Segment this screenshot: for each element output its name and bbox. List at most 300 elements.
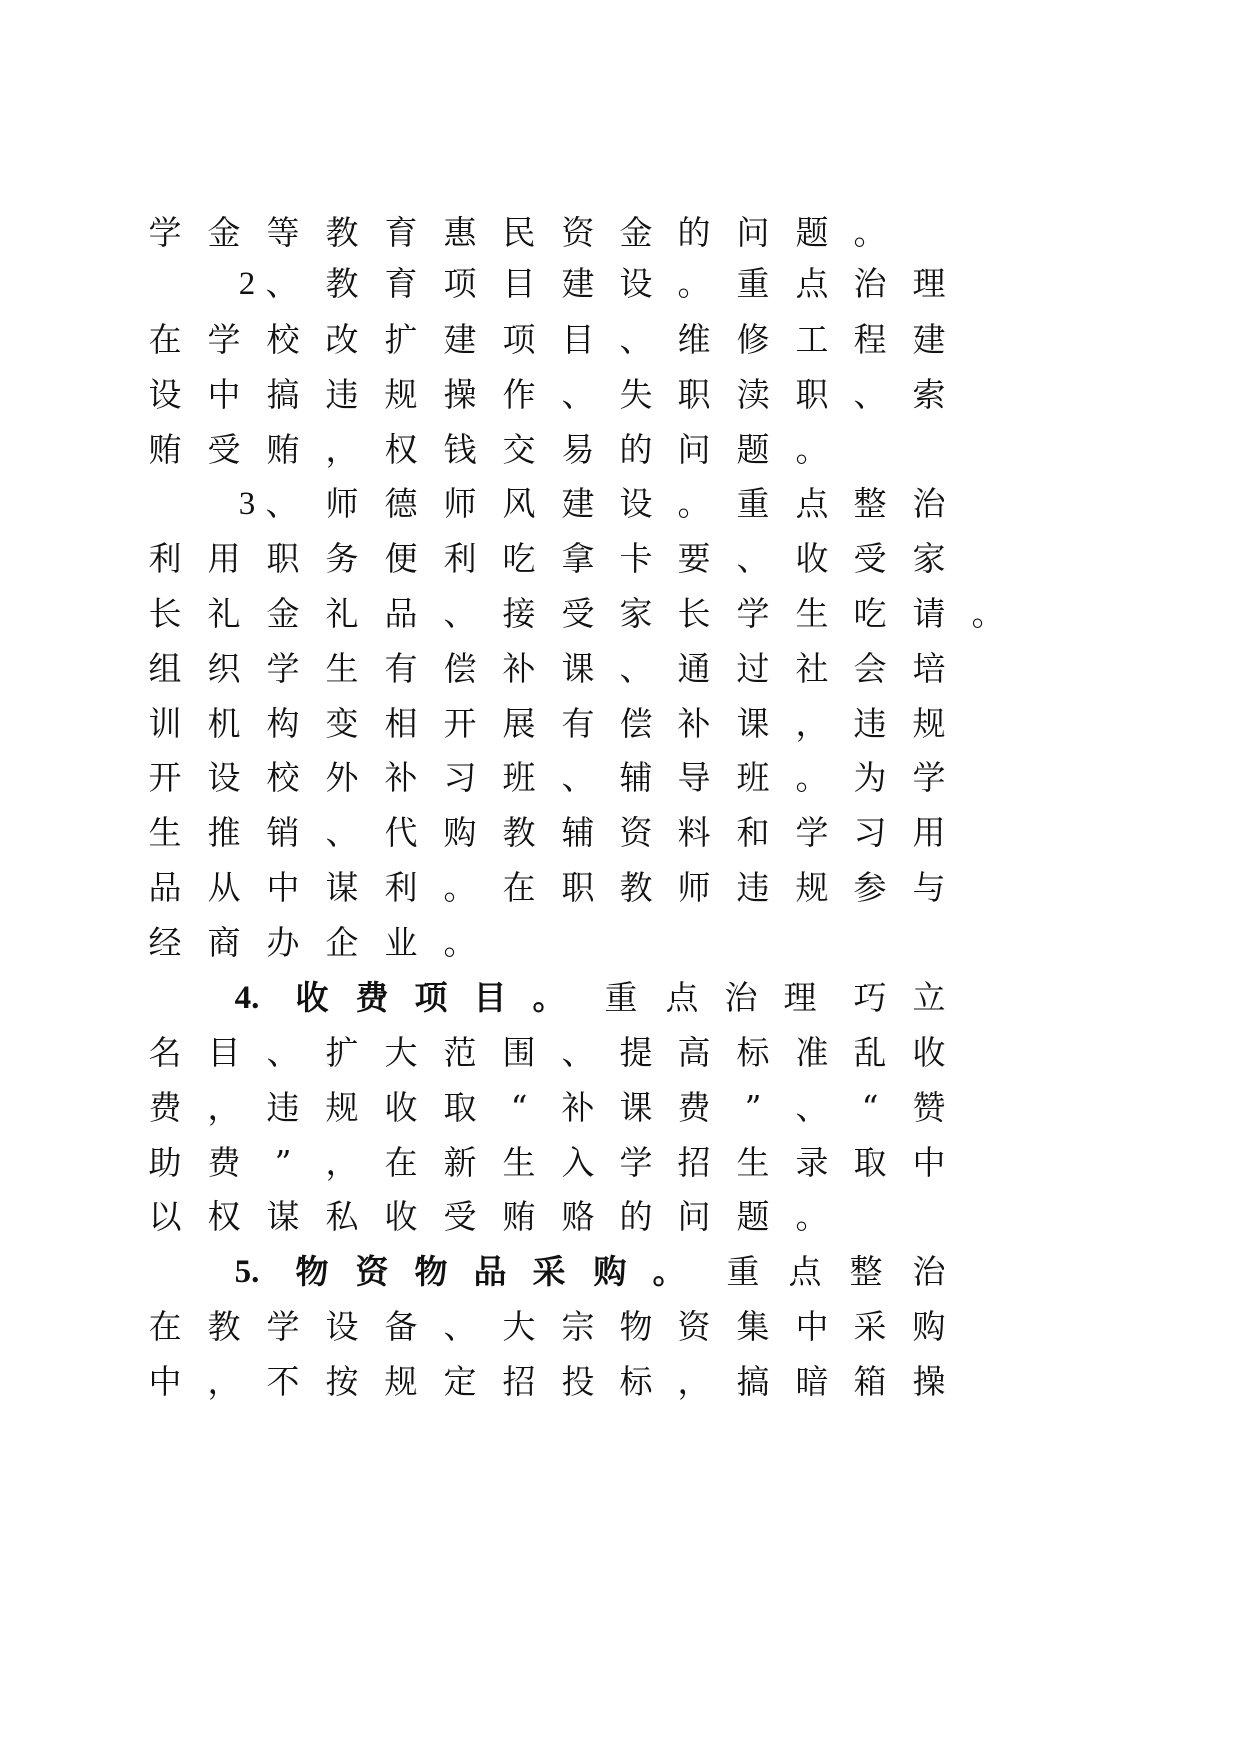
char: 点 [665, 978, 699, 1017]
text-line [0, 1307, 1240, 1347]
char: 权 [207, 1197, 241, 1236]
char: 在 [148, 320, 182, 359]
char: 搞 [266, 375, 300, 414]
char: 题 [795, 213, 829, 252]
char: 贿 [502, 1197, 536, 1236]
char: 规 [384, 375, 418, 414]
char: 长 [148, 594, 182, 633]
char: 重 [736, 264, 770, 303]
char: 、 [619, 649, 653, 688]
char: 。 [532, 978, 566, 1017]
char: 社 [795, 649, 829, 688]
char: 宗 [561, 1307, 595, 1346]
char: 赂 [561, 1197, 595, 1236]
char: 、 [853, 375, 887, 414]
char: 学 [912, 758, 946, 797]
text-line [0, 868, 1240, 908]
char: 机 [207, 704, 241, 743]
char: ” [744, 1088, 762, 1127]
char: 课 [619, 1088, 653, 1127]
char: 教 [502, 813, 536, 852]
char: 从 [207, 868, 241, 907]
char: 变 [325, 704, 359, 743]
char: 通 [677, 649, 711, 688]
char: 问 [677, 1197, 711, 1236]
char: 师 [325, 484, 359, 523]
char: 展 [502, 704, 536, 743]
char: 提 [619, 1033, 653, 1072]
char: 外 [325, 758, 359, 797]
char: 、 [443, 1307, 477, 1346]
char: ， [325, 430, 359, 469]
char: 理 [912, 264, 946, 303]
char: 收 [295, 978, 329, 1017]
char: 有 [561, 704, 595, 743]
char: 投 [561, 1362, 595, 1401]
char: 问 [677, 430, 711, 469]
char: 项 [502, 320, 536, 359]
char: 目 [473, 978, 507, 1017]
char: 费 [207, 1143, 241, 1182]
char: 规 [912, 704, 946, 743]
char: 吃 [502, 539, 536, 578]
char: 代 [384, 813, 418, 852]
char: 大 [384, 1033, 418, 1072]
char: 构 [266, 704, 300, 743]
char: 操 [912, 1362, 946, 1401]
char: 程 [853, 320, 887, 359]
char: 物 [619, 1307, 653, 1346]
char: 开 [443, 704, 477, 743]
char: 、 [325, 813, 359, 852]
char: 过 [736, 649, 770, 688]
text-line [0, 978, 1240, 1018]
char: 、 [795, 1088, 829, 1127]
char: 购 [443, 813, 477, 852]
char: 资 [619, 813, 653, 852]
char: 范 [443, 1033, 477, 1072]
char: 不 [266, 1362, 300, 1401]
char: 偿 [619, 704, 653, 743]
char: 学 [795, 813, 829, 852]
char: 中 [266, 868, 300, 907]
text-line [0, 1197, 1240, 1237]
char: 渎 [736, 375, 770, 414]
char: ， [677, 1362, 711, 1401]
text-line [0, 264, 1240, 304]
char: 学 [207, 320, 241, 359]
char: 。 [677, 484, 711, 523]
char: 、 [561, 375, 595, 414]
text-line [0, 430, 1240, 470]
char: 用 [207, 539, 241, 578]
char: 学 [736, 594, 770, 633]
char: 习 [443, 758, 477, 797]
char: 入 [561, 1143, 595, 1182]
char: 费 [148, 1088, 182, 1127]
char: 利 [443, 539, 477, 578]
char: 规 [325, 1088, 359, 1127]
char: 育 [384, 264, 418, 303]
char: 品 [148, 868, 182, 907]
char: 扩 [384, 320, 418, 359]
char: 培 [912, 649, 946, 688]
char: 点 [795, 484, 829, 523]
char: 搞 [736, 1362, 770, 1401]
char: 规 [795, 868, 829, 907]
char: 易 [561, 430, 595, 469]
char: 、 [266, 1033, 300, 1072]
char: 、 [265, 484, 299, 523]
char: 职 [795, 375, 829, 414]
char: 以 [148, 1197, 182, 1236]
char: 备 [384, 1307, 418, 1346]
char: 。 [795, 758, 829, 797]
char: 定 [443, 1362, 477, 1401]
char: 学 [266, 649, 300, 688]
char: 。 [652, 1252, 686, 1291]
char: 索 [912, 375, 946, 414]
char: 扩 [325, 1033, 359, 1072]
char: 取 [443, 1088, 477, 1127]
char: 巧 [853, 978, 887, 1017]
char: 导 [677, 758, 711, 797]
char: 高 [677, 1033, 711, 1072]
char: 收 [384, 1197, 418, 1236]
char: 失 [619, 375, 653, 414]
char: 校 [266, 320, 300, 359]
char: 4. [234, 980, 260, 1016]
char: 的 [619, 1197, 653, 1236]
char: 偿 [443, 649, 477, 688]
char: 取 [853, 1143, 887, 1182]
char: 职 [561, 868, 595, 907]
text-line [0, 320, 1240, 360]
char: 与 [912, 868, 946, 907]
char: ， [207, 1362, 241, 1401]
char: 推 [207, 813, 241, 852]
char: 参 [853, 868, 887, 907]
char: 准 [795, 1033, 829, 1072]
char: 育 [384, 213, 418, 252]
char: 权 [384, 430, 418, 469]
char: 点 [788, 1252, 822, 1291]
char: 便 [384, 539, 418, 578]
char: 用 [912, 813, 946, 852]
char: 、 [265, 264, 299, 303]
char: 礼 [207, 594, 241, 633]
text-line [0, 1362, 1240, 1402]
char: 的 [619, 430, 653, 469]
char: 私 [325, 1197, 359, 1236]
char: 习 [853, 813, 887, 852]
char: 生 [325, 649, 359, 688]
char: 课 [736, 704, 770, 743]
char: 建 [912, 320, 946, 359]
char: 受 [853, 539, 887, 578]
char: 经 [148, 923, 182, 962]
char: “ [861, 1088, 879, 1127]
text-line [0, 539, 1240, 579]
char: 民 [502, 213, 536, 252]
char: 补 [677, 704, 711, 743]
char: 受 [443, 1197, 477, 1236]
char: 名 [148, 1033, 182, 1072]
char: 、 [561, 758, 595, 797]
char: 办 [266, 923, 300, 962]
char: 治 [853, 264, 887, 303]
char: 收 [795, 539, 829, 578]
char: 谋 [266, 1197, 300, 1236]
char: 相 [384, 704, 418, 743]
char: 目 [502, 264, 536, 303]
char: 费 [677, 1088, 711, 1127]
char: 目 [561, 320, 595, 359]
char: 作 [502, 375, 536, 414]
text-line [0, 923, 1240, 963]
char: 。 [795, 430, 829, 469]
char: 招 [502, 1362, 536, 1401]
char: 受 [207, 430, 241, 469]
char: ， [795, 704, 829, 743]
char: 问 [736, 213, 770, 252]
char: 中 [795, 1307, 829, 1346]
char: “ [510, 1088, 528, 1127]
char: 在 [384, 1143, 418, 1182]
char: 维 [677, 320, 711, 359]
char: 学 [148, 213, 182, 252]
char: 训 [148, 704, 182, 743]
char: 业 [384, 923, 418, 962]
char: 改 [325, 320, 359, 359]
char: 项 [414, 978, 448, 1017]
char: 暗 [795, 1362, 829, 1401]
char: 金 [619, 213, 653, 252]
char: 违 [736, 868, 770, 907]
char: 贿 [266, 430, 300, 469]
char: 中 [148, 1362, 182, 1401]
char: 。 [795, 1197, 829, 1236]
char: 贿 [148, 430, 182, 469]
char: 销 [266, 813, 300, 852]
char: 组 [148, 649, 182, 688]
char: 学 [266, 1307, 300, 1346]
text-line [0, 1252, 1240, 1292]
char: 、 [736, 539, 770, 578]
char: 生 [736, 1143, 770, 1182]
char: 修 [736, 320, 770, 359]
char: 家 [619, 594, 653, 633]
char: 收 [384, 1088, 418, 1127]
char: 整 [849, 1252, 883, 1291]
char: 开 [148, 758, 182, 797]
char: 谋 [325, 868, 359, 907]
char: 教 [325, 264, 359, 303]
char: 生 [502, 1143, 536, 1182]
char: 费 [355, 978, 389, 1017]
text-line [0, 1088, 1240, 1128]
char: 会 [853, 649, 887, 688]
char: 治 [724, 978, 758, 1017]
char: 教 [619, 868, 653, 907]
char: 采 [853, 1307, 887, 1346]
char: 家 [912, 539, 946, 578]
char: 招 [677, 1143, 711, 1182]
char: 资 [355, 1252, 389, 1291]
char: 请 [912, 594, 946, 633]
char: 。 [443, 868, 477, 907]
char: 师 [677, 868, 711, 907]
char: 新 [443, 1143, 477, 1182]
char: 收 [912, 1033, 946, 1072]
char: 钱 [443, 430, 477, 469]
text-line [0, 375, 1240, 415]
char: 校 [266, 758, 300, 797]
char: 品 [473, 1252, 507, 1291]
char: 治 [912, 1252, 946, 1291]
char: 建 [561, 484, 595, 523]
char: 企 [325, 923, 359, 962]
char: 录 [795, 1143, 829, 1182]
char: 设 [619, 484, 653, 523]
char: 整 [853, 484, 887, 523]
char: 辅 [619, 758, 653, 797]
char: 等 [266, 213, 300, 252]
char: 资 [561, 213, 595, 252]
char: 设 [207, 758, 241, 797]
char: 助 [148, 1143, 182, 1182]
char: 。 [853, 213, 887, 252]
char: 重 [736, 484, 770, 523]
text-line [0, 649, 1240, 689]
text-line [0, 484, 1240, 524]
char: 生 [795, 594, 829, 633]
char: 乱 [853, 1033, 887, 1072]
char: 的 [677, 213, 711, 252]
char: 生 [148, 813, 182, 852]
text-line [0, 758, 1240, 798]
char: 题 [736, 430, 770, 469]
char: 重 [604, 978, 638, 1017]
char: 设 [148, 375, 182, 414]
char: 采 [532, 1252, 566, 1291]
char: 标 [736, 1033, 770, 1072]
char: 受 [561, 594, 595, 633]
char: 购 [912, 1307, 946, 1346]
char: 。 [971, 594, 1005, 633]
char: 品 [384, 594, 418, 633]
char: 在 [148, 1307, 182, 1346]
char: 标 [619, 1362, 653, 1401]
char: 利 [148, 539, 182, 578]
char: 商 [207, 923, 241, 962]
char: ” [274, 1143, 292, 1182]
char: 和 [736, 813, 770, 852]
char: 设 [325, 1307, 359, 1346]
char: 重 [726, 1252, 760, 1291]
char: 集 [736, 1307, 770, 1346]
char: 物 [414, 1252, 448, 1291]
char: 资 [677, 1307, 711, 1346]
char: 在 [502, 868, 536, 907]
char: 接 [502, 594, 536, 633]
char: ， [325, 1143, 359, 1182]
char: 德 [384, 484, 418, 523]
char: 风 [502, 484, 536, 523]
char: 、 [561, 1033, 595, 1072]
char: 卡 [619, 539, 653, 578]
char: 项 [443, 264, 477, 303]
char: 为 [853, 758, 887, 797]
char: 。 [443, 923, 477, 962]
char: 料 [677, 813, 711, 852]
char: 物 [295, 1252, 329, 1291]
char: 吃 [853, 594, 887, 633]
char: 学 [619, 1143, 653, 1182]
char: 补 [502, 649, 536, 688]
char: 、 [619, 320, 653, 359]
char: 箱 [853, 1362, 887, 1401]
char: 礼 [325, 594, 359, 633]
char: 围 [502, 1033, 536, 1072]
char: 教 [325, 213, 359, 252]
char: 金 [207, 213, 241, 252]
char: 务 [325, 539, 359, 578]
char: 设 [619, 264, 653, 303]
char: 题 [736, 1197, 770, 1236]
char: 。 [677, 264, 711, 303]
char: 按 [325, 1362, 359, 1401]
char: 职 [677, 375, 711, 414]
char: 金 [266, 594, 300, 633]
char: 目 [207, 1033, 241, 1072]
text-line [0, 213, 1240, 253]
char: 中 [207, 375, 241, 414]
char: 课 [561, 649, 595, 688]
char: 惠 [443, 213, 477, 252]
char: 中 [912, 1143, 946, 1182]
char: 辅 [561, 813, 595, 852]
text-line [0, 1033, 1240, 1073]
char: 拿 [561, 539, 595, 578]
text-line [0, 704, 1240, 744]
char: 大 [502, 1307, 536, 1346]
char: 长 [677, 594, 711, 633]
char: 2 [238, 266, 256, 302]
char: 违 [325, 375, 359, 414]
text-line [0, 594, 1240, 634]
char: 违 [853, 704, 887, 743]
char: 5. [234, 1254, 260, 1290]
char: 职 [266, 539, 300, 578]
char: 赞 [912, 1088, 946, 1127]
char: 治 [912, 484, 946, 523]
char: 购 [593, 1252, 627, 1291]
char: 教 [207, 1307, 241, 1346]
char: 操 [443, 375, 477, 414]
char: 利 [384, 868, 418, 907]
char: 补 [561, 1088, 595, 1127]
char: 补 [384, 758, 418, 797]
text-line [0, 813, 1240, 853]
char: 交 [502, 430, 536, 469]
char: 规 [384, 1362, 418, 1401]
char: 违 [266, 1088, 300, 1127]
char: 班 [736, 758, 770, 797]
char: 织 [207, 649, 241, 688]
char: 点 [795, 264, 829, 303]
char: 建 [561, 264, 595, 303]
